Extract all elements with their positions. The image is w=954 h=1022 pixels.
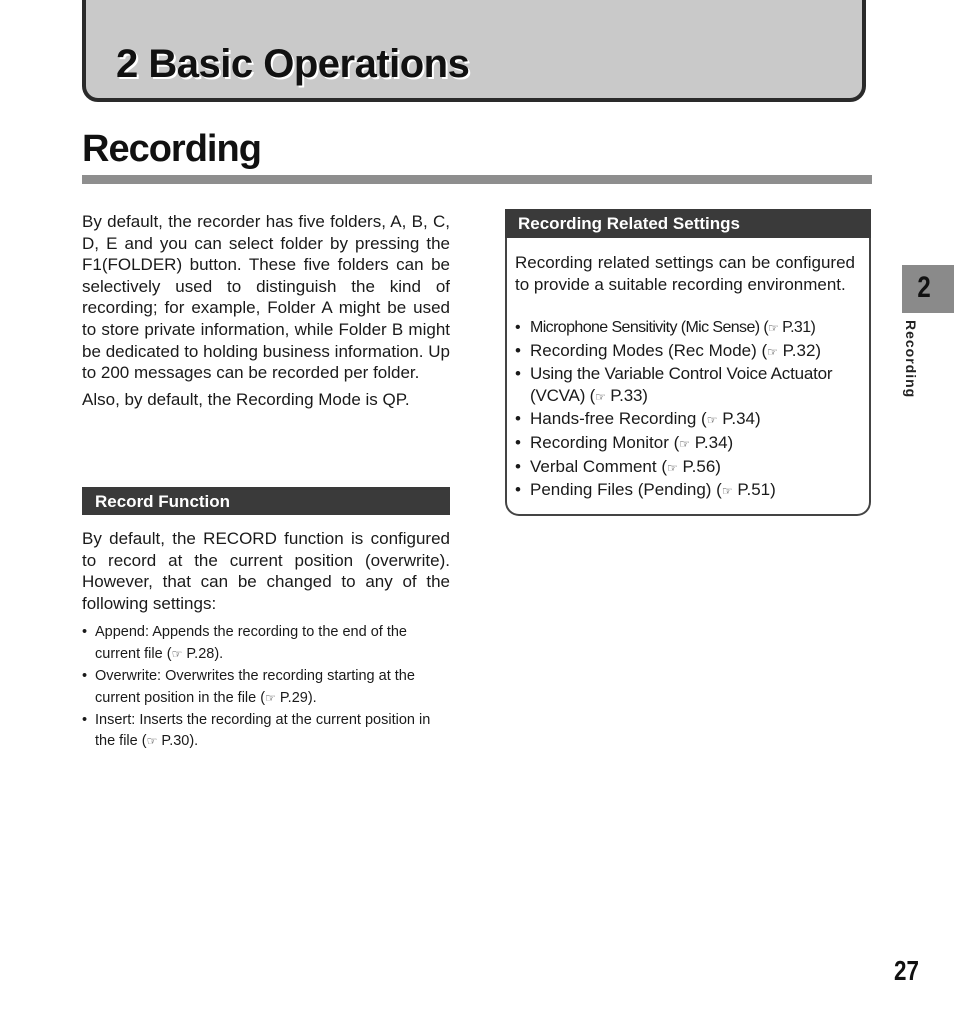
pointing-hand-icon: ☞ (171, 647, 183, 662)
record-function-body (82, 528, 450, 753)
page-reference: P.30). (157, 733, 199, 750)
list-item-text: Recording Modes (Rec Mode) ( (530, 340, 768, 360)
list-item-text: Hands-free Recording ( (530, 409, 707, 429)
list-item (82, 666, 450, 710)
list-item (515, 340, 860, 364)
pointing-hand-icon: ☞ (679, 436, 691, 451)
pointing-hand-icon: ☞ (767, 344, 778, 359)
intro-text (82, 211, 450, 410)
page-number: 27 (894, 955, 919, 986)
page-reference: P.56) (677, 456, 721, 476)
record-function-paragraph: By default, the RECORD function is configured to record at the current position (overwrite). However, that can be changed to any of the following settings: (82, 529, 450, 613)
page-reference: P.28). (182, 646, 224, 663)
list-item (515, 456, 860, 480)
page-reference: P.34) (690, 432, 734, 452)
page-reference: P.32) (777, 340, 822, 360)
page-reference: P.33) (605, 385, 648, 405)
list-item-text: Microphone Sensitivity (Mic Sense) ( (530, 319, 769, 336)
list-item (82, 622, 450, 666)
chapter-tab-label: Recording (903, 320, 919, 399)
intro-paragraph: By default, the recorder has five folders, A, B, C, D, E and you can select folder by pressing the F1(FOLDER) button. These five folders can be selectively used to distinguish the kind of recording; for example, Folder A might be used to store private information, while Folder B might be dedicated to holding business information. Up to 200 messages can be recorded per folder. (82, 212, 450, 383)
record-function-heading (82, 487, 450, 515)
list-item-text: Insert: Inserts the recording at the current position in the file ( (95, 711, 431, 750)
list-item (515, 363, 860, 408)
list-item-text: Verbal Comment ( (530, 456, 667, 476)
section-title: Recording (82, 128, 261, 170)
list-item-text: Recording Monitor ( (530, 432, 680, 452)
pointing-hand-icon: ☞ (721, 484, 733, 499)
related-settings-heading (505, 209, 871, 238)
related-settings-list (515, 317, 860, 503)
pointing-hand-icon: ☞ (667, 460, 678, 475)
page-reference: P.34) (717, 409, 761, 429)
related-settings-intro: Recording related settings can be configured to provide a suitable recording environment. (515, 253, 855, 294)
list-item (515, 408, 860, 432)
pointing-hand-icon: ☞ (595, 389, 606, 404)
list-item-text: Using the Variable Control Voice Actuator (VCVA) ( (530, 364, 833, 405)
pointing-hand-icon: ☞ (768, 321, 779, 335)
chapter-tab-number: 2 (917, 271, 931, 304)
page-reference: P.29). (275, 689, 317, 706)
record-function-heading-label: Record Function (95, 492, 231, 511)
list-item (515, 432, 860, 456)
page-reference: P.31) (778, 319, 816, 336)
chapter-banner (82, 0, 866, 102)
list-item (515, 317, 860, 340)
chapter-title: 2 Basic Operations (116, 42, 470, 86)
intro-paragraph: Also, by default, the Recording Mode is QP. (82, 389, 410, 409)
section-divider (82, 175, 872, 184)
pointing-hand-icon: ☞ (706, 413, 718, 428)
chapter-tab (902, 265, 954, 313)
list-item (515, 479, 860, 503)
related-settings-heading-label: Recording Related Settings (518, 214, 740, 233)
list-item-text: Overwrite: Overwrites the recording starting at the current position in the file ( (95, 667, 415, 706)
list-item-text: Append: Appends the recording to the end of the current file ( (95, 624, 407, 663)
pointing-hand-icon: ☞ (265, 690, 276, 705)
page-reference: P.51) (732, 480, 776, 500)
list-item (82, 710, 450, 754)
pointing-hand-icon: ☞ (146, 734, 158, 749)
list-item-text: Pending Files (Pending) ( (530, 480, 722, 500)
record-function-list (82, 622, 450, 753)
